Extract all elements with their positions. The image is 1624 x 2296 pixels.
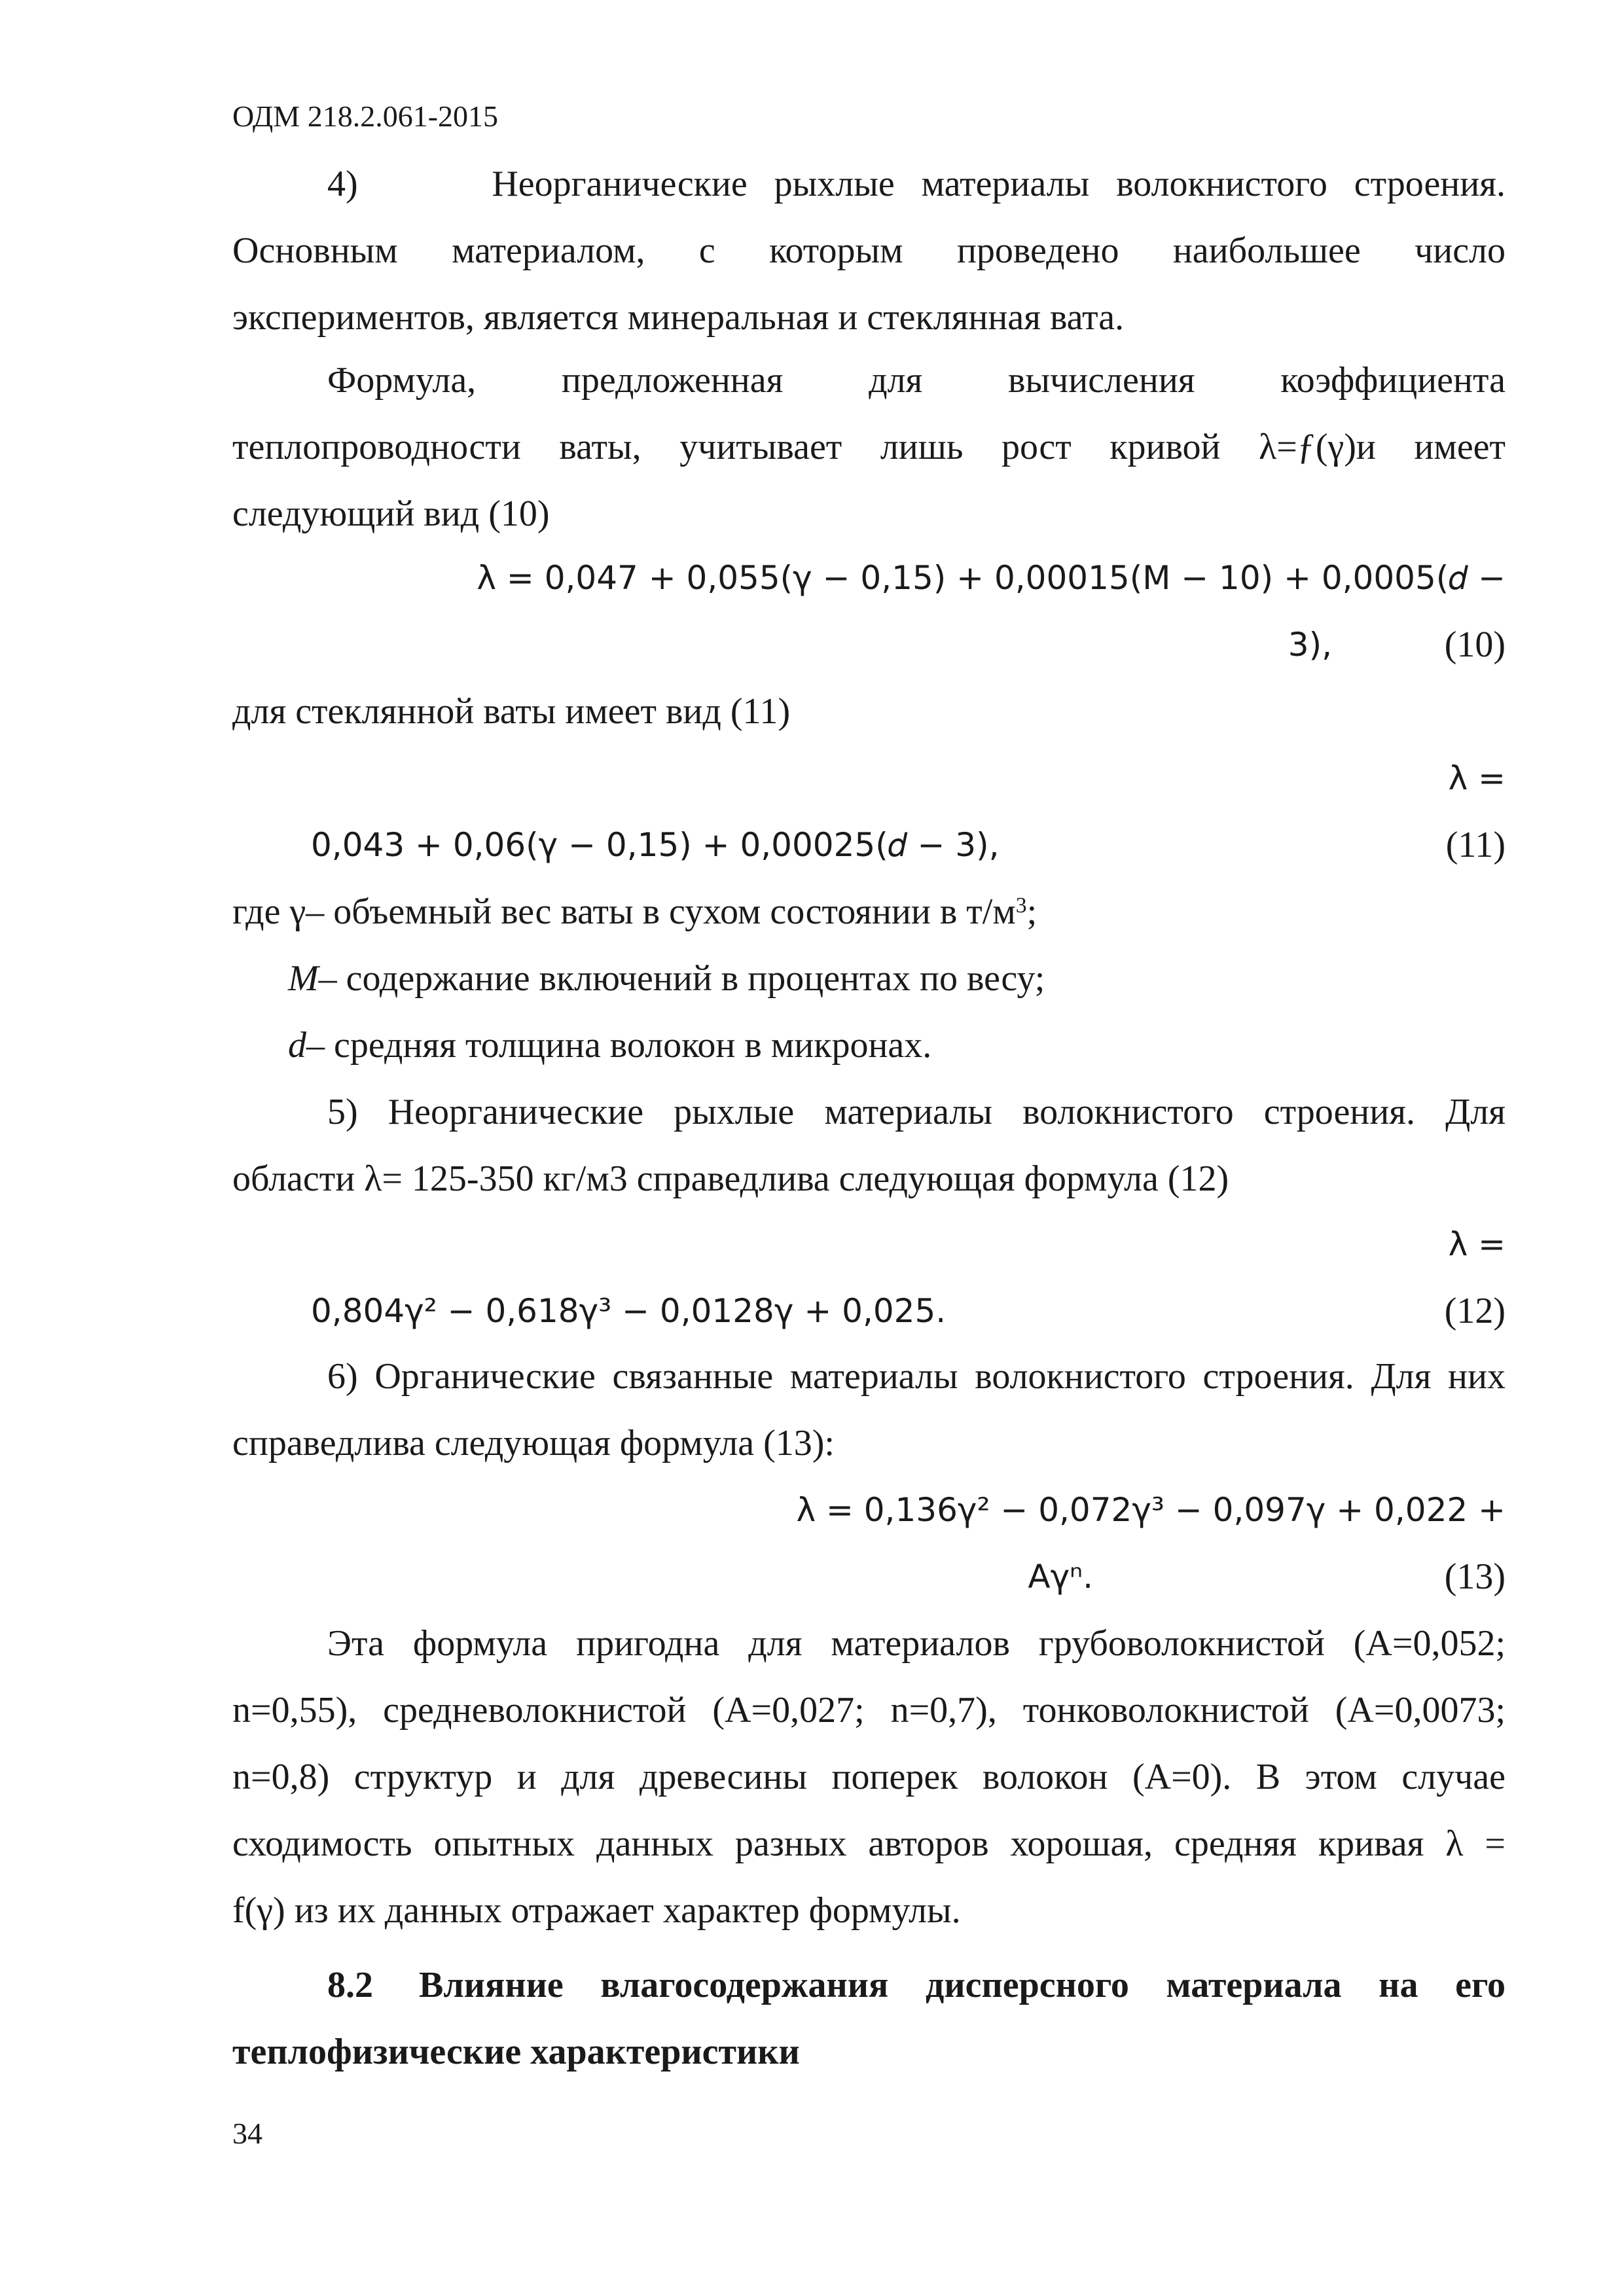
- item-number: 4): [327, 164, 358, 204]
- equation-number: (11): [1445, 825, 1506, 865]
- paragraph-formula-intro: Формула, предложенная для вычисления коэффициента теплопроводности ваты, учитывает лишь рост кривой λ=ƒ(γ)и имеет следующий вид (10): [232, 360, 1506, 534]
- section-heading: 8.2 Влияние влагосодержания дисперсного материала на его теплофизические характеристики: [232, 1952, 1506, 2085]
- equation-12: λ = 0,804γ² − 0,618γ³ − 0,0128γ + 0,025. (12): [232, 1211, 1506, 1344]
- section-number: 8.2: [327, 1965, 373, 2005]
- variable-definitions: где γ– объемный вес ваты в сухом состоянии в $т/м^3$; M– содержание включений в процентах по весу; d– средняя толщина волокон в микронах.: [232, 891, 1045, 1066]
- equation-11: λ = 0,043 + 0,06(γ − 0,15) + 0,00025(𝑑 − 3), (11): [232, 745, 1506, 878]
- equation-number: (13): [1444, 1556, 1506, 1597]
- paragraph-formula-applicability: Эта формула пригодна для материалов грубоволокнистой (A=0,052; n=0,55), средневолокнистой (A=0,027; n=0,7), тонковолокнистой (A=0,0073; n=0,8) структур и для древесины поперек волокон (A=0). В этом случае сходимость опытных данных разных авторов хорошая, средняя кривая λ = f(γ) из их данных отражает характер формулы.: [232, 1623, 1506, 1931]
- equation-number: (12): [1444, 1291, 1506, 1331]
- paragraph-item-5: 5) Неорганические рыхлые материалы волокнистого строения. Для области λ= 125-350 кг/м3 справедлива следующая формула (12): [232, 1092, 1506, 1199]
- section-title: Влияние влагосодержания дисперсного материала на его: [419, 1965, 1506, 2005]
- page-number: 34: [232, 2117, 262, 2150]
- paragraph-glass-wool: для стеклянной ваты имеет вид (11): [232, 691, 791, 732]
- equation-10: λ = 0,047 + 0,055(γ − 0,15) + 0,00015(M − 10) + 0,0005(𝑑 − 3), (10): [232, 545, 1506, 678]
- equation-number: (10): [1444, 624, 1506, 665]
- paragraph-item-4: 4) Неорганические рыхлые материалы волокнистого строения. Основным материалом, с которым проведено наибольшее число экспериментов, является минеральная и стеклянная вата.: [232, 164, 1506, 338]
- document-header: ОДМ 218.2.061-2015: [232, 99, 499, 133]
- paragraph-item-6: 6) Органические связанные материалы волокнистого строения. Для них справедлива следующая формула (13):: [232, 1356, 1506, 1463]
- equation-13: λ = 0,136γ² − 0,072γ³ − 0,097γ + 0,022 + Aγⁿ. (13): [232, 1477, 1506, 1610]
